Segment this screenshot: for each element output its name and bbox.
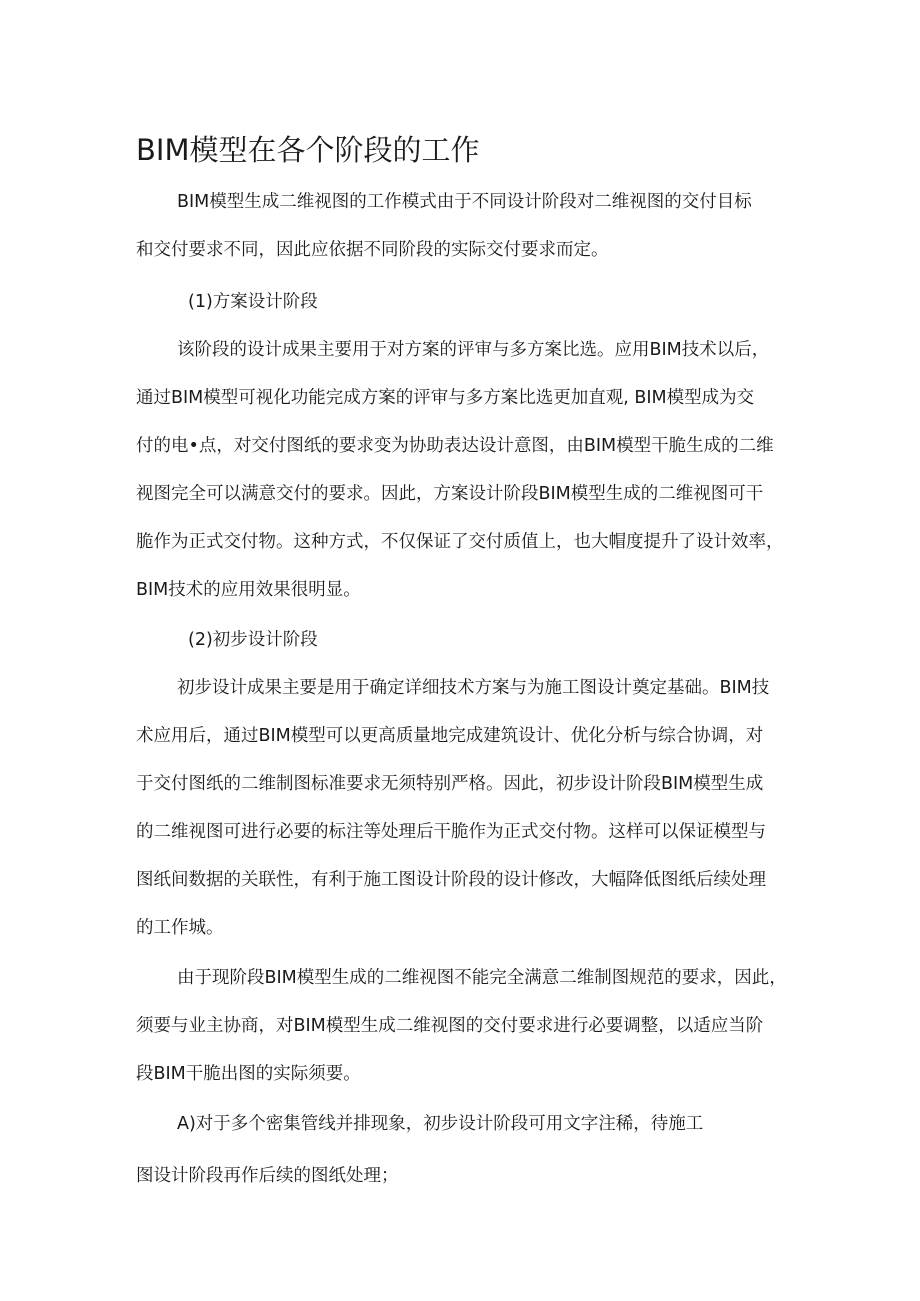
paragraph-line: 段BIM干脆出图的实际须要。	[136, 1064, 361, 1084]
section-heading-2: (2)初步设计阶段	[188, 630, 318, 650]
paragraph-line: 术应用后，通过BIM模型可以更高质量地完成建筑设计、优化分析与综合协调，对	[136, 726, 764, 746]
paragraph-line: 脆作为正式交付物。这种方式，不仅保证了交付质值上，也大帽度提升了设计效率，	[136, 532, 784, 552]
paragraph-line: 须要与业主协商，对BIM模型生成二维视图的交付要求进行必要调整，以适应当阶	[136, 1016, 764, 1036]
paragraph-line: 该阶段的设计成果主要用于对方案的评审与多方案比选。应用BIM技术以后，	[177, 340, 770, 360]
paragraph-line: 初步设计成果主要是用于确定详细技术方案与为施工图设计奠定基础。BIM技	[177, 678, 770, 698]
paragraph-line: 于交付图纸的二维制图标准要求无须特别严格。因此，初步设计阶段BIM模型生成	[136, 774, 764, 794]
paragraph-line: 通过BIM模型可视化功能完成方案的评审与多方案比选更加直观, BIM模型成为交	[136, 388, 755, 408]
document-title: BIM模型在各个阶段的工作	[136, 133, 480, 167]
paragraph-line: 付的电•点，对交付图纸的要求变为协助表达设计意图，由BIM模型干脆生成的二维	[136, 436, 774, 456]
paragraph-line: 图纸间数据的关联性，有利于施工图设计阶段的设计修改，大幅降低图纸后续处理	[136, 870, 766, 890]
section-heading-1: (1)方案设计阶段	[188, 292, 318, 312]
paragraph-line: 图设计阶段再作后续的图纸处理；	[136, 1166, 399, 1186]
paragraph-line: 由于现阶段BIM模型生成的二维视图不能完全满意二维制图规范的要求，因此，	[177, 968, 787, 988]
paragraph-line: 视图完全可以满意交付的要求。因此，方案设计阶段BIM模型生成的二维视图可干	[136, 484, 764, 504]
paragraph-line: BIM模型生成二维视图的工作模式由于不同设计阶段对二维视图的交付目标	[177, 192, 752, 212]
paragraph-line: 的工作城。	[136, 918, 224, 938]
list-item-a: A)对于多个密集管线并排现象，初步设计阶段可用文字注稀，待施工	[177, 1114, 704, 1134]
paragraph-line: BIM技术的应用效果很明显。	[136, 580, 361, 600]
paragraph-line: 和交付要求不同，因此应依据不同阶段的实际交付要求而定。	[136, 240, 609, 260]
paragraph-line: 的二维视图可进行必要的标注等处理后干脆作为正式交付物。这样可以保证模型与	[136, 822, 766, 842]
